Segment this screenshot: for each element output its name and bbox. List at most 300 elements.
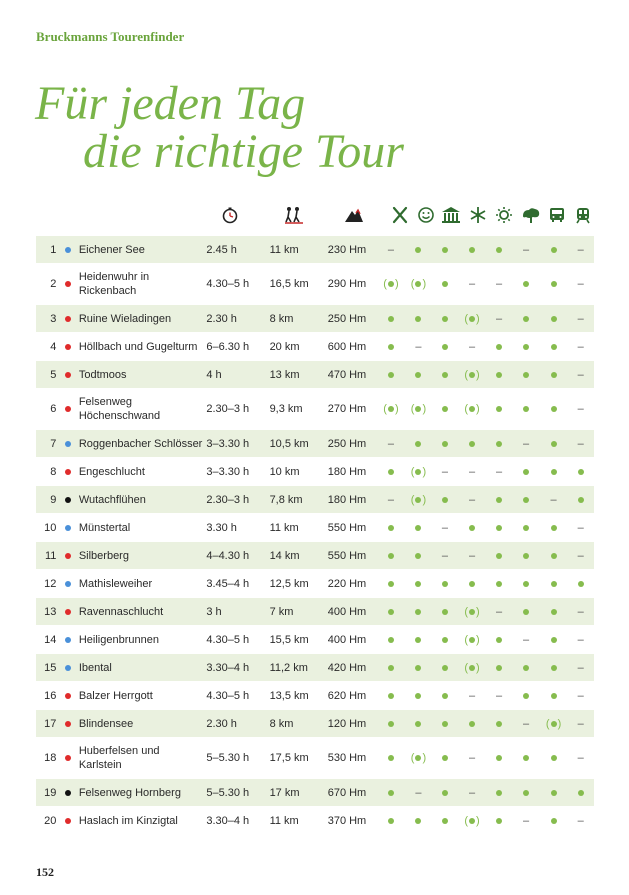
difficulty-dot-black <box>65 790 71 796</box>
feature-yes <box>377 710 406 738</box>
feature-dot <box>442 406 448 412</box>
difficulty-dot-cell <box>56 598 78 626</box>
difficulty-dot-cell <box>56 542 78 570</box>
feature-none: – <box>458 486 486 514</box>
tour-name-cell <box>79 570 207 598</box>
feature-yes <box>377 779 406 807</box>
tour-distance: 17 km <box>270 779 328 807</box>
feature-none: – <box>458 333 486 361</box>
feature-dot <box>551 247 557 253</box>
tour-number: 20 <box>44 814 57 827</box>
feature-dot <box>415 721 421 727</box>
tour-name-cell <box>79 682 207 710</box>
tour-number: 6 <box>50 403 57 415</box>
sun-summer-icon <box>494 205 514 225</box>
feature-yes <box>432 305 459 333</box>
tour-distance: 13 km <box>270 361 328 389</box>
feature-yes <box>486 361 513 389</box>
feature-dot <box>388 372 394 378</box>
tour-name-cell <box>79 236 207 264</box>
feature-yes <box>432 570 459 598</box>
feature-dot <box>496 665 502 671</box>
feature-none: – <box>458 779 486 807</box>
feature-yes <box>458 514 486 542</box>
feature-yes <box>540 236 568 264</box>
paren-close: ) <box>422 403 427 415</box>
feature-dot <box>551 721 557 727</box>
feature-yes <box>512 570 540 598</box>
feature-dot <box>496 525 502 531</box>
feature-dot <box>551 469 557 475</box>
feature-yes <box>432 626 459 654</box>
feature-none: – <box>567 626 594 654</box>
feature-yes <box>512 542 540 570</box>
feature-partial <box>458 807 486 835</box>
tour-name-cell <box>79 807 207 835</box>
feature-yes <box>540 598 568 626</box>
feature-partial <box>377 264 406 305</box>
feature-none: – <box>512 710 540 738</box>
feature-none: – <box>567 305 594 333</box>
feature-none: – <box>540 486 568 514</box>
feature-yes <box>377 654 406 682</box>
feature-dot <box>415 441 421 447</box>
feature-yes <box>540 361 568 389</box>
feature-yes <box>512 779 540 807</box>
tour-name-line: Rickenbach <box>78 285 137 297</box>
difficulty-dot-red <box>65 372 71 378</box>
feature-dot <box>388 637 394 643</box>
feature-dot <box>442 790 448 796</box>
feature-none: – <box>567 542 594 570</box>
tour-distance: 9,3 km <box>270 389 328 430</box>
feature-yes <box>567 486 594 514</box>
difficulty-dot-red <box>65 553 71 559</box>
difficulty-dot-cell <box>56 333 78 361</box>
table-row <box>36 807 594 835</box>
feature-yes <box>432 807 459 835</box>
tour-duration: 2.30 h <box>206 710 269 738</box>
difficulty-dot-cell <box>56 236 78 264</box>
feature-yes <box>405 654 432 682</box>
paren-open: ( <box>545 717 550 730</box>
tour-distance: 14 km <box>270 542 328 570</box>
feature-dot <box>469 721 475 727</box>
feature-yes <box>405 236 432 264</box>
feature-dot <box>496 497 502 503</box>
snowflake-winter-icon <box>468 205 488 225</box>
feature-dot <box>469 525 475 531</box>
feature-dot <box>551 441 557 447</box>
tour-name-line: Ruine Wieladingen <box>78 312 172 325</box>
feature-dot <box>496 441 502 447</box>
table-row <box>36 542 594 570</box>
tour-number: 18 <box>44 752 57 764</box>
tour-duration: 4.30–5 h <box>206 682 269 710</box>
difficulty-dot-cell <box>56 458 78 486</box>
difficulty-dot-cell <box>56 779 78 807</box>
feature-dot <box>551 316 557 322</box>
feature-dot <box>523 755 529 761</box>
feature-none: – <box>567 389 594 430</box>
feature-yes <box>512 389 540 430</box>
feature-yes <box>377 514 406 542</box>
tour-number-cell <box>36 430 56 458</box>
feature-dot <box>496 637 502 643</box>
difficulty-dot-blue <box>65 665 71 671</box>
feature-dot <box>415 525 421 531</box>
feature-yes <box>486 542 513 570</box>
tour-elevation: 420 Hm <box>328 654 377 682</box>
feature-dot <box>442 693 448 699</box>
table-row <box>36 570 594 598</box>
difficulty-dot-red <box>65 609 71 615</box>
feature-yes <box>377 682 406 710</box>
feature-yes <box>486 514 513 542</box>
tour-name-line: Blindensee <box>78 717 134 730</box>
feature-yes <box>540 654 568 682</box>
tour-name-line: Heidenwuhr in <box>78 271 150 283</box>
table-row <box>36 389 594 430</box>
table-row <box>36 458 594 486</box>
feature-dot <box>496 818 502 824</box>
tour-duration: 5–5.30 h <box>206 779 269 807</box>
feature-dot <box>523 790 529 796</box>
tour-number-cell <box>36 779 56 807</box>
table-row <box>36 626 594 654</box>
feature-dot <box>442 609 448 615</box>
paren-close: ) <box>422 465 427 478</box>
tour-number-cell <box>36 305 56 333</box>
difficulty-dot-cell <box>56 389 78 430</box>
feature-yes <box>377 570 406 598</box>
hikers-distance-icon <box>284 205 304 225</box>
feature-yes <box>540 807 568 835</box>
tour-name-cell <box>79 361 207 389</box>
tour-name-line: Höchenschwand <box>78 410 161 422</box>
tour-name-cell <box>79 458 207 486</box>
tour-name-cell <box>79 598 207 626</box>
feature-partial <box>458 305 486 333</box>
tour-number-cell <box>36 514 56 542</box>
feature-dot <box>388 525 394 531</box>
feature-dot <box>415 406 421 412</box>
paren-open: ( <box>464 368 469 381</box>
feature-partial <box>458 626 486 654</box>
feature-dot <box>551 790 557 796</box>
tour-number-cell <box>36 361 56 389</box>
feature-dot <box>415 693 421 699</box>
tour-number: 14 <box>44 633 57 646</box>
feature-yes <box>377 305 406 333</box>
difficulty-dot-red <box>65 469 71 475</box>
feature-dot <box>442 372 448 378</box>
feature-yes <box>432 682 459 710</box>
feature-yes <box>377 361 406 389</box>
tour-number: 17 <box>44 717 57 730</box>
tour-elevation: 230 Hm <box>328 236 377 264</box>
feature-none: – <box>486 682 513 710</box>
paren-close: ) <box>476 633 480 646</box>
feature-yes <box>512 598 540 626</box>
feature-yes <box>512 333 540 361</box>
feature-dot <box>442 281 448 287</box>
paren-close: ) <box>476 312 480 325</box>
mountain-elevation-icon <box>344 205 364 225</box>
difficulty-dot-cell <box>56 361 78 389</box>
table-row <box>36 305 594 333</box>
feature-dot <box>469 665 475 671</box>
tour-name-line: Haslach im Kinzigtal <box>78 814 178 827</box>
tour-elevation: 290 Hm <box>328 264 377 305</box>
paren-open: ( <box>410 403 415 415</box>
tour-name-line: Wutachflühen <box>78 493 146 506</box>
feature-dot <box>496 755 502 761</box>
paren-open: ( <box>383 403 387 415</box>
feature-dot <box>388 469 394 475</box>
feature-dot <box>442 755 448 761</box>
tour-duration: 4.30–5 h <box>206 264 269 305</box>
feature-dot <box>415 247 421 253</box>
feature-dot <box>442 247 448 253</box>
tour-duration: 2.30–3 h <box>206 389 269 430</box>
feature-partial <box>458 389 486 430</box>
tour-name-line: Mathisleweiher <box>78 577 153 590</box>
feature-yes <box>486 654 513 682</box>
tour-number-cell <box>36 458 56 486</box>
tour-name-line: Silberberg <box>78 549 129 562</box>
feature-yes <box>512 458 540 486</box>
feature-none: – <box>567 333 594 361</box>
table-row <box>36 264 594 305</box>
feature-yes <box>458 710 486 738</box>
tour-duration: 3.30–4 h <box>206 807 269 835</box>
tour-elevation: 620 Hm <box>328 682 377 710</box>
feature-dot <box>523 693 529 699</box>
paren-close: ) <box>476 605 480 618</box>
table-row <box>36 361 594 389</box>
feature-dot <box>388 790 394 796</box>
feature-dot <box>551 818 557 824</box>
tour-duration: 4–4.30 h <box>206 542 269 570</box>
feature-yes <box>432 389 459 430</box>
feature-yes <box>405 710 432 738</box>
feature-none: – <box>567 361 594 389</box>
tour-distance: 12,5 km <box>270 570 328 598</box>
tour-duration: 2.30 h <box>206 305 269 333</box>
tour-duration: 3.30–4 h <box>206 654 269 682</box>
tour-number-cell <box>36 389 56 430</box>
tour-number-cell <box>36 710 56 738</box>
feature-dot <box>523 281 529 287</box>
tour-number-cell <box>36 738 56 779</box>
difficulty-dot-cell <box>56 682 78 710</box>
tour-duration: 3–3.30 h <box>206 458 269 486</box>
feature-partial <box>405 264 432 305</box>
feature-dot <box>551 693 557 699</box>
tour-name-cell <box>79 333 207 361</box>
feature-dot <box>578 469 584 475</box>
feature-yes <box>405 430 432 458</box>
tour-name-line: Engeschlucht <box>78 465 145 478</box>
feature-yes <box>405 682 432 710</box>
difficulty-dot-cell <box>56 305 78 333</box>
feature-partial <box>405 389 432 430</box>
feature-none: – <box>567 514 594 542</box>
difficulty-dot-blue <box>65 441 71 447</box>
feature-none: – <box>405 779 432 807</box>
feature-dot <box>442 344 448 350</box>
feature-yes <box>540 682 568 710</box>
clock-icon <box>220 205 240 225</box>
tour-number: 11 <box>44 549 57 562</box>
feature-yes <box>432 333 459 361</box>
paren-open: ( <box>410 752 415 764</box>
feature-none: – <box>567 430 594 458</box>
feature-none: – <box>567 598 594 626</box>
tour-name-cell <box>79 486 207 514</box>
tour-distance: 8 km <box>270 710 328 738</box>
tour-distance: 8 km <box>270 305 328 333</box>
difficulty-dot-blue <box>65 581 71 587</box>
feature-none: – <box>486 598 513 626</box>
feature-yes <box>540 333 568 361</box>
feature-yes <box>432 486 459 514</box>
bus-icon <box>547 205 567 225</box>
table-row <box>36 738 594 779</box>
feature-dot <box>523 525 529 531</box>
tour-number: 16 <box>44 689 57 702</box>
feature-yes <box>567 779 594 807</box>
tour-elevation: 250 Hm <box>328 430 377 458</box>
paren-open: ( <box>410 465 415 478</box>
difficulty-dot-blue <box>65 525 71 531</box>
feature-yes <box>377 542 406 570</box>
feature-partial <box>377 389 406 430</box>
feature-yes <box>405 598 432 626</box>
feature-none: – <box>567 236 594 264</box>
feature-dot <box>469 637 475 643</box>
feature-dot <box>415 581 421 587</box>
tour-elevation: 550 Hm <box>328 542 377 570</box>
difficulty-dot-cell <box>56 738 78 779</box>
feature-yes <box>432 361 459 389</box>
tour-name-line: Felsenweg <box>78 396 133 408</box>
feature-partial <box>458 654 486 682</box>
feature-yes <box>567 570 594 598</box>
feature-yes <box>512 654 540 682</box>
feature-yes <box>540 264 568 305</box>
difficulty-dot-blue <box>65 247 71 253</box>
difficulty-dot-cell <box>56 710 78 738</box>
tour-name-cell <box>79 738 207 779</box>
feature-dot <box>496 721 502 727</box>
feature-none: – <box>512 430 540 458</box>
feature-yes <box>486 570 513 598</box>
paren-close: ) <box>476 814 480 827</box>
difficulty-dot-cell <box>56 264 78 305</box>
tour-name-cell <box>79 430 207 458</box>
book-series-title: Bruckmanns Tourenfinder <box>36 29 185 44</box>
tour-number-cell <box>36 542 56 570</box>
feature-dot <box>442 721 448 727</box>
tour-elevation: 180 Hm <box>328 458 377 486</box>
feature-yes <box>432 779 459 807</box>
feature-yes <box>540 779 568 807</box>
feature-dot <box>551 637 557 643</box>
feature-dot <box>415 818 421 824</box>
feature-dot <box>415 281 421 287</box>
tour-number-cell <box>36 807 56 835</box>
feature-dot <box>388 553 394 559</box>
difficulty-dot-red <box>65 316 71 322</box>
paren-open: ( <box>464 661 469 674</box>
feature-dot <box>415 637 421 643</box>
table-row <box>36 236 594 264</box>
paren-open: ( <box>464 403 469 415</box>
paren-close: ) <box>476 661 480 674</box>
feature-yes <box>540 514 568 542</box>
difficulty-dot-cell <box>56 430 78 458</box>
tour-number: 10 <box>44 521 57 534</box>
feature-dot <box>551 406 557 412</box>
feature-dot <box>469 581 475 587</box>
museum-culture-icon <box>441 205 461 225</box>
difficulty-dot-black <box>65 497 71 503</box>
tour-name-line: Todtmoos <box>78 368 127 381</box>
feature-dot <box>388 344 394 350</box>
feature-yes <box>458 236 486 264</box>
feature-dot <box>496 790 502 796</box>
tour-elevation: 120 Hm <box>328 710 377 738</box>
feature-dot <box>415 469 421 475</box>
feature-yes <box>432 598 459 626</box>
feature-yes <box>512 738 540 779</box>
tour-duration: 4.30–5 h <box>206 626 269 654</box>
feature-yes <box>486 710 513 738</box>
difficulty-dot-red <box>65 818 71 824</box>
feature-dot <box>442 316 448 322</box>
feature-none: – <box>486 264 513 305</box>
paren-open: ( <box>383 278 387 290</box>
feature-dot <box>523 553 529 559</box>
tour-number: 7 <box>50 437 57 450</box>
feature-dot <box>388 316 394 322</box>
feature-yes <box>405 570 432 598</box>
feature-yes <box>405 514 432 542</box>
feature-yes <box>377 807 406 835</box>
tour-duration: 3.45–4 h <box>206 570 269 598</box>
tour-name-line: Roggenbacher Schlösser <box>78 437 203 450</box>
feature-dot <box>496 581 502 587</box>
feature-yes <box>432 654 459 682</box>
tour-name-line: Balzer Herrgott <box>78 689 153 702</box>
feature-yes <box>512 264 540 305</box>
feature-dot <box>551 609 557 615</box>
feature-dot <box>388 406 394 412</box>
feature-yes <box>405 807 432 835</box>
tour-name-line: Münstertal <box>78 521 131 534</box>
feature-dot <box>496 406 502 412</box>
paren-close: ) <box>394 403 399 415</box>
feature-yes <box>432 710 459 738</box>
table-row <box>36 333 594 361</box>
feature-dot <box>578 790 584 796</box>
tour-number: 4 <box>50 340 57 353</box>
tour-elevation: 400 Hm <box>328 598 377 626</box>
feature-dot <box>469 441 475 447</box>
feature-dot <box>415 553 421 559</box>
